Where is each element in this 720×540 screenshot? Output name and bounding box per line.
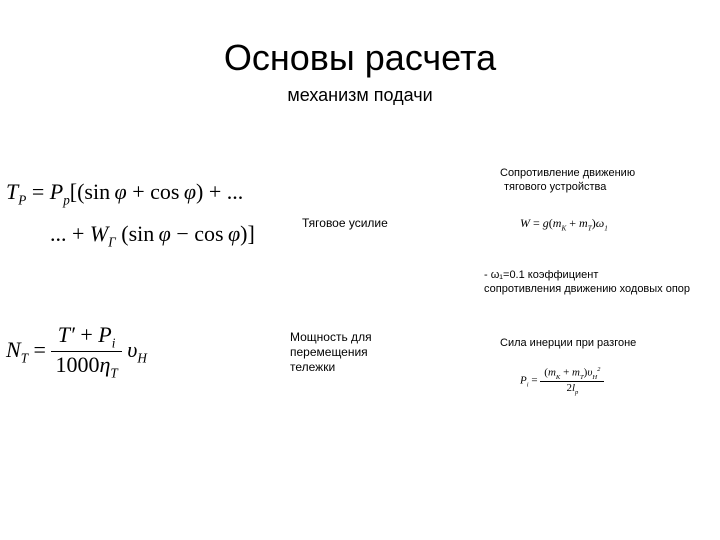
traction-force-formula [6,178,255,257]
slide-subtitle: механизм подачи [287,85,433,105]
omega-note-line-1: - ω₁=0.1 коэффициент [484,269,599,281]
traction-formula-line-2: ... + $W_Г$ (sin φ − cos φ)] [50,221,255,250]
inertia-fraction: $\frac{(m_K + m_T)\upsilon_H^2}{2l_p}$ [540,366,604,396]
movement-resistance-line-2: тягового устройства [504,181,607,193]
omega-note-line-2: сопротивления движению ходовых опор [484,283,691,295]
movement-resistance-line-1: Сопротивление движению [500,167,636,179]
power-label-line-2: перемещения [290,345,368,359]
power-fraction: $\frac{T' + P_i}{1000\eta_T}$ [51,322,121,382]
movement-resistance-label [500,166,635,194]
omega-coefficient-note [484,268,690,296]
inertia-force-formula: $P_i$ = $\frac{(m_K + m_T)\upsilon_H^2}{2l_p}$ [520,366,604,396]
inertia-force-label: Сила инерции при разгоне [500,337,637,349]
power-label-line-1: Мощность для [290,330,372,344]
power-label [290,330,372,375]
traction-force-label: Тяговое усилие [302,216,388,230]
power-label-line-3: тележки [290,360,336,374]
movement-resistance-formula: $W = g(m_K + m_T)\omega_1$ [520,216,608,233]
traction-formula-line-1: $T_P = P_p[(\sin$ φ + cos φ) + ... [6,179,244,208]
slide-title: Основы расчета [223,37,497,78]
power-formula: $N_T$ = $\frac{T' + P_i}{1000\eta_T}$ $\upsilon_H$ [6,322,147,381]
